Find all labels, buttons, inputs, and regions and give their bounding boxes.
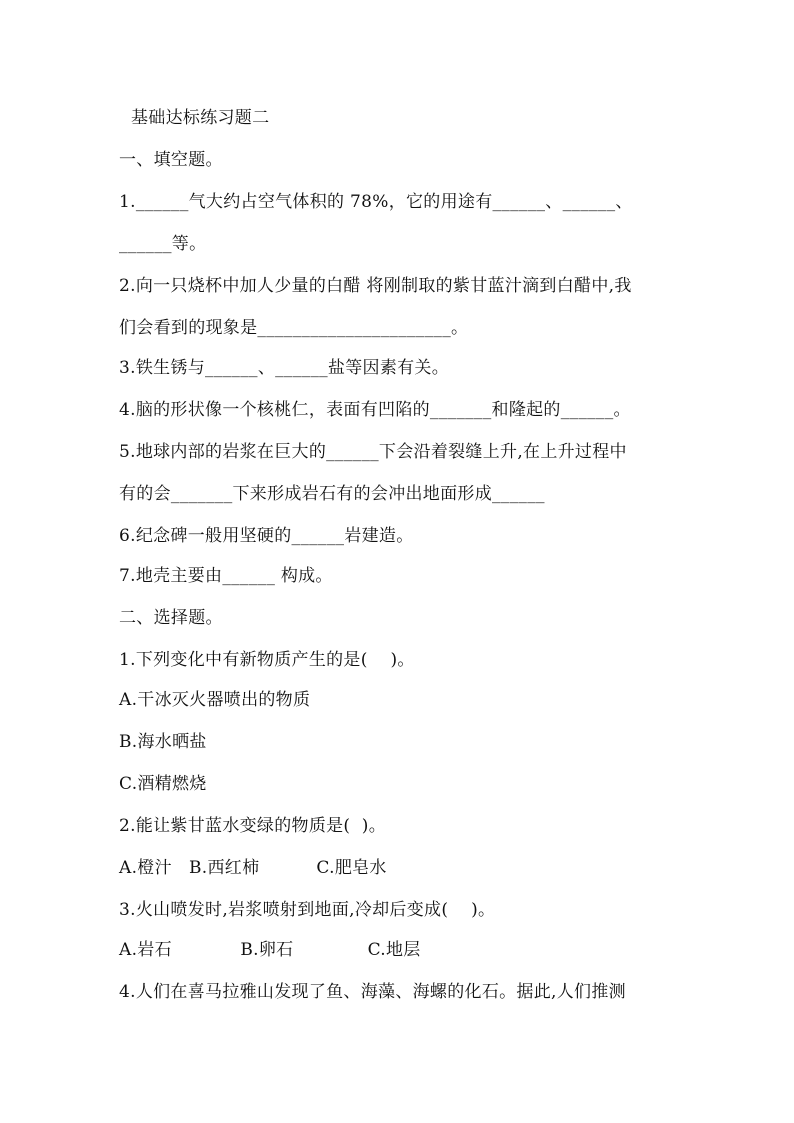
section-heading-choice: 二、选择题。: [119, 608, 223, 628]
question-7: 7.地壳主要由______ 构成。: [119, 566, 333, 586]
question-2-line-1: 2.向一只烧杯中加人少量的白醋 将刚制取的紫甘蓝汁滴到白醋中,我: [119, 276, 632, 296]
choice-3-options: A.岩石 B.卵石 C.地层: [119, 940, 421, 960]
choice-question-4: 4.人们在喜马拉雅山发现了鱼、海藻、海螺的化石。据此,人们推测: [119, 982, 626, 1002]
choice-question-2: 2.能让紫甘蓝水变绿的物质是( )。: [119, 816, 386, 836]
choice-1-option-c: C.酒精燃烧: [119, 774, 207, 794]
question-2-line-2: 们会看到的现象是______________________。: [119, 318, 469, 338]
choice-1-option-b: B.海水晒盐: [119, 732, 207, 752]
question-1-line-2: ______等。: [119, 234, 207, 254]
question-5-line-2: 有的会_______下来形成岩石有的会冲出地面形成______: [119, 484, 545, 504]
choice-question-1: 1.下列变化中有新物质产生的是( )。: [119, 650, 415, 670]
doc-title: 基础达标练习题二: [131, 108, 270, 128]
section-heading-fill-blank: 一、填空题。: [119, 150, 223, 170]
question-1-line-1: 1.______气大约占空气体积的 78%，它的用途有______、______、: [119, 192, 633, 212]
question-5-line-1: 5.地球内部的岩浆在巨大的______下会沿着裂缝上升,在上升过程中: [119, 442, 627, 462]
question-4: 4.脑的形状像一个核桃仁，表面有凹陷的_______和隆起的______。: [119, 400, 631, 420]
question-6: 6.纪念碑一般用坚硬的______岩建造。: [119, 526, 414, 546]
choice-question-3: 3.火山喷发时,岩浆喷射到地面,冷却后变成( )。: [119, 900, 496, 920]
choice-2-options: A.橙汁 B.西红柿 C.肥皂水: [119, 858, 387, 878]
question-3: 3.铁生锈与______、______盐等因素有关。: [119, 358, 450, 378]
choice-1-option-a: A.干冰灭火器喷出的物质: [119, 690, 311, 710]
